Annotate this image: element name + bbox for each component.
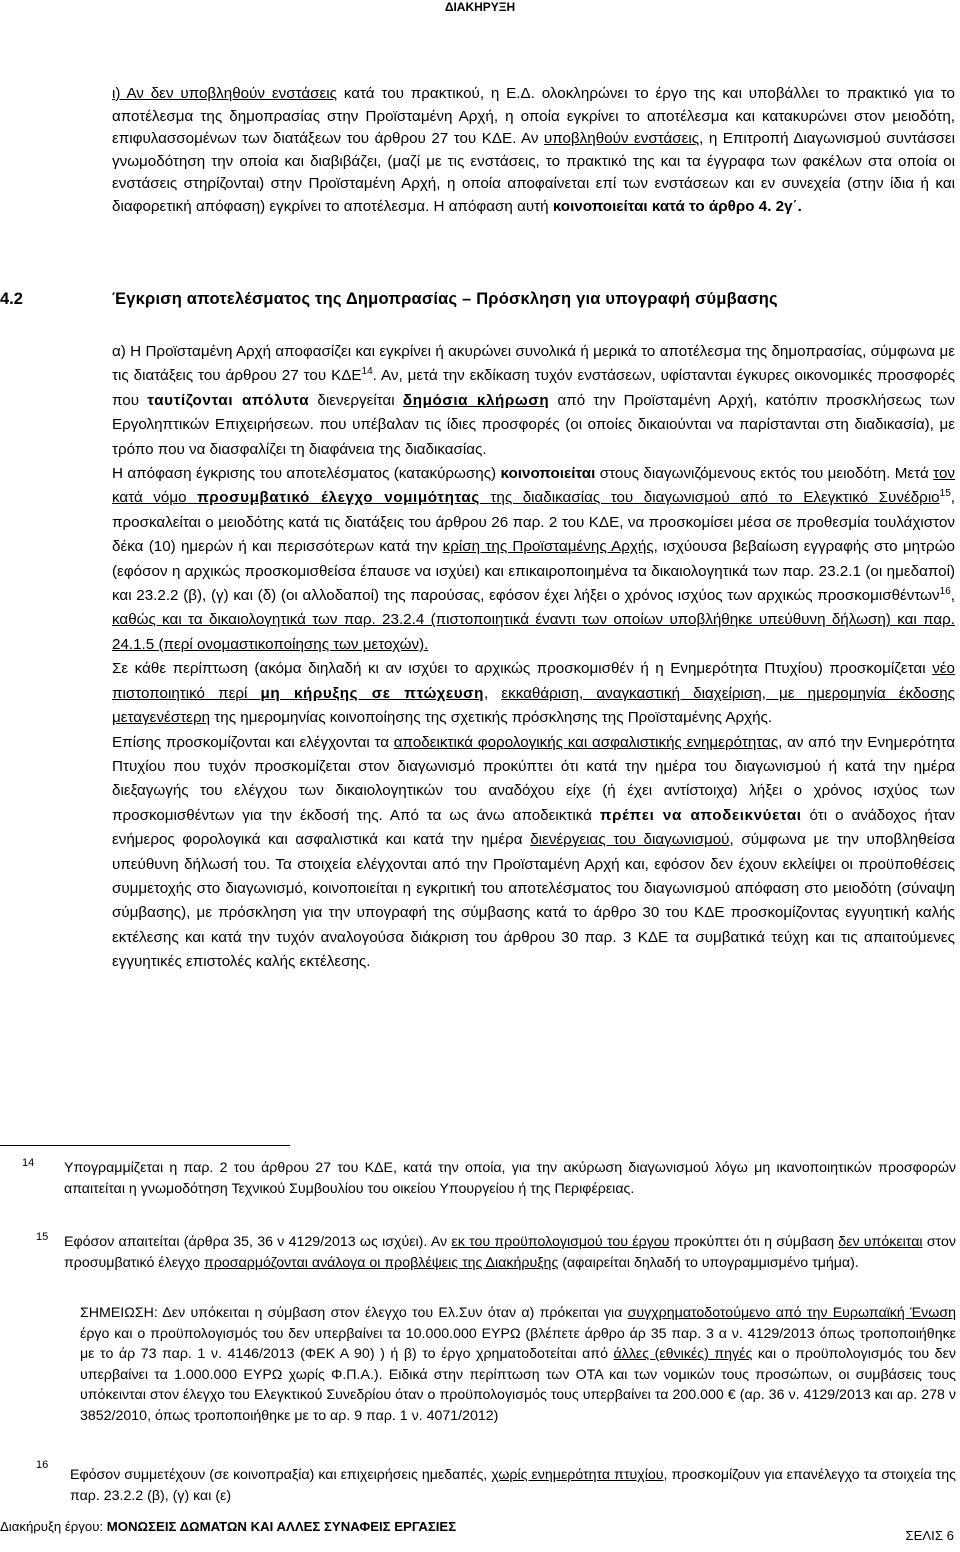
- text-span: δεν υπόκειται: [838, 1234, 923, 1250]
- text-span: τον κατά νόμο: [112, 465, 955, 507]
- page-footer: [0, 1519, 456, 1534]
- text-span: πρέπει να αποδεικνύεται: [599, 806, 802, 824]
- text-span: και ο προϋπολογισμός του δεν υπερβαίνει τα 1.000.000 ΕΥΡΩ χωρίς Φ.Π.Α.). Ειδικά στην περίπτωση των ΟΤΑ και των νομικών τους προσώπων, οι συμβάσεις τους υπόκεινται στον έλεγχο του Ελεγκτικού Συνεδρίου όταν ο προϋπολογισμός τους υπερβαίνει τα 200.000 € (αρ. 36 ν. 4129/2013 και αρ. 278 ν 3852/2010, όπως τροποποιήθηκε με το αρ. 9 παρ. 1 ν. 4071/2012): [80, 1346, 956, 1424]
- text-span: ι) Αν δεν υποβληθούν ενστάσεις: [112, 85, 337, 102]
- footnote-ref: 16: [939, 586, 951, 597]
- footnote-16: [36, 1459, 956, 1506]
- text-span: Εφόσον απαιτείται (άρθρα 35, 36 ν 4129/2013 ως ισχύει). Αν: [64, 1234, 452, 1250]
- text-span: Η απόφαση έγκρισης του αποτελέσματος (κατακύρωσης): [112, 465, 501, 483]
- footnote-text: Υπογραμμίζεται η παρ. 2 του άρθρου 27 του ΚΔΕ, κατά την οποία, για την ακύρωση διαγωνισμού λόγω μη ικανοποιητικών προσφορών απαιτείται η γνωμοδότηση Τεχνικού Συμβουλίου του οικείου Υπουργείου ή της Περιφέρειας.: [64, 1160, 956, 1197]
- footnote-14: [22, 1157, 956, 1199]
- footnote-mark: 15: [36, 1231, 49, 1243]
- text-span: εκ του προϋπολογισμού του έργου: [451, 1234, 670, 1250]
- footer-project: ΜΟΝΩΣΕΙΣ ΔΩΜΑΤΩΝ ΚΑΙ ΑΛΛΕΣ ΣΥΝΑΦΕΙΣ ΕΡΓΑΣΙΕΣ: [106, 1519, 457, 1534]
- footnote-mark: 16: [36, 1459, 49, 1471]
- text-span: προκύπτει ότι η σύμβαση: [669, 1234, 839, 1250]
- text-span: κοινοποιείται κατά το άρθρο 4. 2γ΄.: [552, 197, 802, 215]
- text-span: στον προσυμβατικό έλεγχο: [64, 1234, 956, 1271]
- text-span: έργο και ο προϋπολογισμός του δεν υπερβαίνει τα 10.000.000 ΕΥΡΩ (βλέπετε άρθρο άρ 35 παρ. 3 α ν. 4129/2013 όπως τροποποιήθηκε με το άρ 73 παρ. 1 ν. 4146/2013 (ΦΕΚ Α 90) ) ή β) το έργο χρηματοδοτείται από: [80, 1325, 956, 1362]
- text-span: μη κήρυξης σε πτώχευση: [260, 684, 485, 702]
- text-span: Σε κάθε περίπτωση (ακόμα διηλαδή κι αν ισχύει το αρχικώς προσκομισθέν ή η Ενημερότητα Πτυχίου) προσκομίζεται: [112, 660, 933, 678]
- text-span: , προσκαλείται ο μειοδότης κατά τις διατάξεις του άρθρου 26 παρ. 2 του ΚΔΕ, να προσκομίσει μέσα σε προθεσμία τουλάχιστον δέκα (10) ημερών ή και περισσότερων κατά την: [112, 489, 955, 556]
- text-span: Εφόσον συμμετέχουν (σε κοινοπραξία) και επιχειρήσεις ημεδαπές,: [70, 1467, 492, 1483]
- text-span: α) Η Προϊσταμένη Αρχή αποφασίζει και εγκρίνει ή ακυρώνει συνολικά ή μερικά το αποτέλεσμα της δημοπρασίας, σύμφωνα με τις διατάξεις του άρθρου 27 του ΚΔΕ: [112, 343, 955, 385]
- text-span: ΣΗΜΕΙΩΣΗ: Δεν υπόκειται η σύμβαση στον έλεγχο του Ελ.Συν όταν α) πρόκειται για: [80, 1305, 628, 1321]
- text-span: (αφαιρείται δηλαδή το υπογραμμισμένο τμήμα).: [558, 1254, 859, 1271]
- text-span: ,: [950, 587, 955, 605]
- text-span: καθώς και τα δικαιολογητικά των παρ. 23.2.4 (πιστοποιητικά έναντι των οποίων υποβλήθηκε υπεύθυνη δήλωση) και παρ. 24.1.5 (περί ονομαστικοποίησης των μετοχών).: [112, 611, 955, 653]
- section-body: [112, 340, 955, 975]
- text-span: εκκαθάριση, αναγκαστική διαχείριση, με ημερομηνία έκδοσης μεταγενέστερη: [112, 684, 955, 727]
- text-span: προσκομίζουν για επανέλεγχο τα στοιχεία της παρ. 23.2.2 (β), (γ) και (ε): [70, 1467, 956, 1504]
- text-span: χωρίς ενημερότητα πτυχίου,: [491, 1467, 668, 1483]
- text-span: άλλες (εθνικές) πηγές: [613, 1346, 753, 1362]
- text-span: σύμφωνα με την υποβληθείσα υπεύθυνη δήλωσή του. Τα στοιχεία ελέγχονται από την Προϊσταμένη Αρχή και, εφόσον δεν έχουν εκλείψει οι προϋποθέσεις συμμετοχής στο διαγωνισμό, κοινοποιείται η εγκριτική του αποτελέσματος του διαγωνισμού απόφαση στο μειοδότη (σύναψη σύμβασης), με πρόσκληση για την υπογραφή της σύμβασης κατά το άρθρο 30 του ΚΔΕ προσκομίζοντας εγγυητική καλής εκτέλεσης και κατά την τυχόν αναλογούσα διάκριση του άρθρου 30 παρ. 3 ΚΔΕ τα συμβατικά τεύχη και τις απαιτούμενες εγγυητικές επιστολές καλής εκτέλεσης.: [112, 831, 956, 971]
- section-number: 4.2: [0, 290, 23, 308]
- text-span: ,: [484, 684, 502, 702]
- text-span: διενεργείται: [309, 391, 403, 409]
- text-span: Επίσης προσκομίζονται και ελέγχονται τα: [112, 733, 394, 751]
- text-span: της διαδικασίας του διαγωνισμού από το Ελεγκτικό Συνέδριο: [479, 489, 940, 507]
- text-span: προσαρμόζονται ανάλογα οι προβλέψεις της Διακήρυξης: [204, 1254, 559, 1271]
- footnote-mark: 14: [22, 1157, 35, 1169]
- text-span: κοινοποιείται: [500, 465, 596, 483]
- footnote-note: [80, 1303, 956, 1426]
- paragraph-objections: [112, 83, 955, 218]
- text-span: κρίση της Προϊσταμένης Αρχής: [442, 538, 654, 556]
- text-span: κατά του πρακτικού, η Ε.Δ. ολοκληρώνει το έργο της και υποβάλλει το πρακτικό για το αποτέλεσμα της δημοπρασίας στην Προϊσταμένη Αρχή, η οποία εγκρίνει το αποτέλεσμα και κατακυρώνει στον μειοδότη, επιφυλασσομένων των διατάξεων του άρθρου 27 του ΚΔΕ. Αν: [112, 85, 955, 147]
- text-span: , ισχύουσα βεβαίωση εγγραφής στο μητρώο (εφόσον η αρχικώς προσκομισθείσα έπαυσε να ισχύει) και επικαιροποιημένα τα δικαιολογητικά των παρ. 23.2.1 (οι ημεδαποί) και 23.2.2 (β), (γ) και (δ) (οι αλλοδαποί) της παρούσας, εφόσον έχει λήξει ο χρόνος ισχύος των αρχικώς προσκομισθέντων: [112, 538, 956, 605]
- text-span: συγχρηματοδοτούμενο από την Ευρωπαϊκή Ένωση: [627, 1305, 956, 1321]
- text-span: ταυτίζονται απόλυτα: [147, 391, 310, 409]
- text-span: διενέργειας του διαγωνισμού,: [530, 831, 734, 849]
- page-header: ΔΙΑΚΗΡΥΞΗ: [444, 0, 516, 14]
- text-span: υποβληθούν ενστάσεις: [543, 130, 700, 147]
- text-span: ότι ο ανάδοχος ήταν ενήμερος φορολογικά και ασφαλιστικά και κατά την ημέρα: [112, 806, 955, 849]
- text-span: , η Επιτροπή Διαγωνισμού συντάσσει γνωμοδότηση την οποία και διαβιβάζει, (μαζί με τις ενστάσεις, το πρακτικό της και τα έγγραφα των φακέλων στα οποία οι ενστάσεις στηρίζονται) στην Προϊσταμένη Αρχή, η οποία αποφαίνεται επί των ενστάσεων και εν συνεχεία (στην ίδια ή και διαφορετική απόφαση) εγκρίνει το αποτέλεσμα. Η απόφαση αυτή: [112, 130, 956, 215]
- text-span: της ημερομηνίας κοινοποίησης της σχετικής πρόσκλησης της Προϊσταμένης Αρχής.: [210, 709, 773, 727]
- text-span: , αν από την Ενημερότητα Πτυχίου που τυχόν προσκομίζεται στον διαγωνισμό προκύπτει ότι κατά την ημέρα του διαγωνισμού ή κατά την ημέρα διεξαγωγής του ελέγχου των δικαιολογητικών του αναδόχου είχε (ή έχει αντίστοιχα) λήξει ο χρόνος ισχύος των προσκομισθέντων για την έκδοσή της. Από τα ως άνω αποδεικτικά: [112, 733, 956, 824]
- footnote-15: [36, 1231, 956, 1273]
- text-span: . Αν, μετά την εκδίκαση τυχόν ενστάσεων, υφίστανται έγκυρες οικονομικές προσφορές που: [112, 367, 956, 409]
- text-span: από την Προϊσταμένη Αρχή, κατόπιν προσκλήσεως των Εργοληπτικών Επιχειρήσεων. που υπέβαλαν τις ίδιες προσφορές (οι οποίες δικαιούνται να παρίστανται στη διαδικασία), με τρόπο που να διασφαλίζει τη διαφάνεια της διαδικασίας.: [112, 391, 956, 458]
- page-number: ΣΕΛΙΣ 6: [905, 1528, 954, 1543]
- footnote-ref: 14: [361, 366, 373, 378]
- text-span: αποδεικτικά φορολογικής και ασφαλιστικής ενημερότητας: [393, 733, 779, 751]
- text-span: προσυμβατικό έλεγχο νομιμότητας: [197, 489, 480, 507]
- text-span: δημόσια κλήρωση: [402, 391, 550, 409]
- footnote-divider: [0, 1145, 290, 1146]
- section-title: Έγκριση αποτελέσματος της Δημοπρασίας – Πρόσκληση για υπογραφή σύμβασης: [112, 290, 778, 308]
- text-span: στους διαγωνιζόμενους εκτός του μειοδότη. Μετά: [595, 465, 934, 483]
- text-span: νέο πιστοποιητικό περί: [112, 660, 955, 702]
- footer-lead: Διακήρυξη έργου:: [0, 1519, 107, 1534]
- footnote-ref: 15: [939, 488, 951, 500]
